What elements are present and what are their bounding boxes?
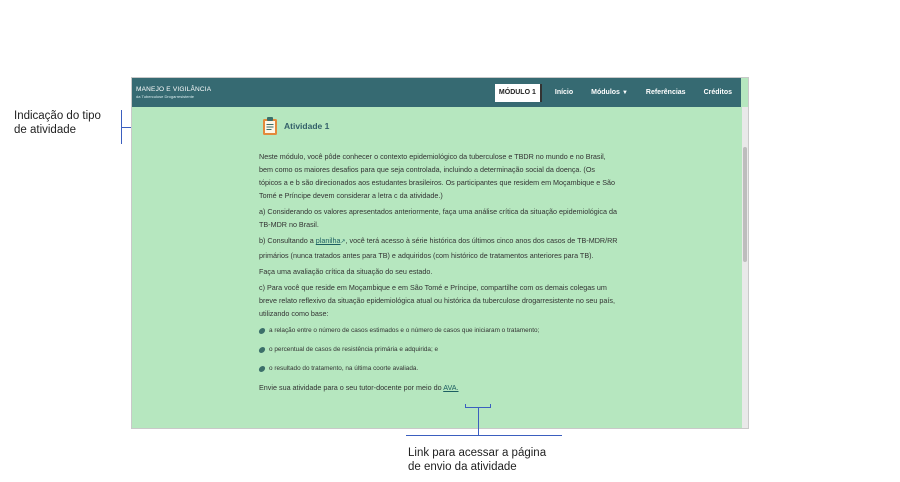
- item-b-text-before: b) Consultando a: [259, 236, 316, 245]
- leaf-bullet-icon: [258, 366, 266, 372]
- nav-referencias[interactable]: [637, 89, 695, 96]
- annotation-activity-type-line1: Indicação do tipo: [14, 110, 101, 122]
- top-navigation-bar: [132, 78, 741, 107]
- evaluation-paragraph: Faça uma avaliação crítica da situação do seu estado.: [259, 267, 433, 276]
- chevron-down-icon: ▼: [621, 89, 628, 96]
- nav-inicio-label: Início: [554, 89, 574, 96]
- activity-instructions: [259, 150, 619, 394]
- annotation-ava-vertical: [478, 408, 479, 435]
- nav-modulo-1-label: MÓDULO 1: [498, 89, 536, 96]
- list-item: [259, 324, 619, 337]
- clipboard-icon: [262, 116, 278, 136]
- leaf-bullet-icon: [258, 347, 266, 353]
- list-item-text: o resultado do tratamento, na última coorte avaliada.: [269, 365, 419, 372]
- spreadsheet-link[interactable]: planilha: [315, 236, 341, 245]
- nav-referencias-label: Referências: [645, 89, 686, 96]
- leaf-bullet-icon: [258, 328, 266, 334]
- list-item-text: a relação entre o número de casos estimados e o número de casos que iniciaram o tratamento;: [269, 327, 540, 334]
- activity-header: [262, 116, 619, 136]
- browser-window: [131, 77, 749, 429]
- annotation-submission-link: [408, 446, 546, 474]
- list-item-text: o percentual de casos de resistência primária e adquirida; e: [269, 346, 439, 353]
- submit-text: Envie sua atividade para o seu tutor-docente por meio do: [259, 383, 444, 392]
- annotation-ava-horizontal: [406, 435, 562, 436]
- nav-modulos[interactable]: [582, 89, 637, 96]
- nav-inicio[interactable]: [546, 89, 582, 96]
- brand-title: MANEJO E VIGILÂNCIA: [136, 86, 212, 93]
- item-a-paragraph: a) Considerando os valores apresentados anteriormente, faça uma análise crítica da situação epidemiológica da TB-MDR no Brasil.: [259, 207, 617, 229]
- activity-title: Atividade 1: [284, 120, 330, 131]
- nav-modulos-label: Módulos: [591, 89, 620, 96]
- nav-modulo-1[interactable]: [495, 84, 542, 102]
- nav-creditos-label: Créditos: [703, 89, 732, 96]
- annotation-activity-type-line2: de atividade: [14, 124, 77, 136]
- annotation-activity-type: [14, 109, 101, 137]
- nav-creditos[interactable]: [695, 89, 741, 96]
- item-b-paragraph: [259, 234, 619, 262]
- annotation-ava-bracket-left-tick: [465, 404, 466, 408]
- intro-paragraph: Neste módulo, você pôde conhecer o contexto epidemiológico da tuberculose e TBDR no mundo e no Brasil, bem como os maiores desafios para que seja controlada, incluindo a determinação social da doença. (Os tópicos a e b são direcionados aos estudantes brasileiros. Os participantes que residem em Moçambique e São Tomé e Príncipe devem considerar a letra c da atividade.): [259, 152, 615, 200]
- main-nav: [495, 78, 741, 107]
- annotation-submission-link-line1: Link para acessar a página: [408, 447, 547, 459]
- scrollbar[interactable]: [742, 107, 748, 428]
- item-b-text-after: , você terá acesso à série histórica dos últimos cinco anos dos casos de TB-MDR/RR primários (nunca tratados antes para TB) e adquiridos (com histórico de tratamentos anteriores para TB).: [259, 236, 618, 260]
- annotation-submission-link-line2: de envio da atividade: [408, 461, 517, 473]
- scrollbar-thumb[interactable]: [743, 147, 747, 262]
- external-link-icon[interactable]: ↗: [340, 239, 346, 245]
- item-c-paragraph: c) Para você que reside em Moçambique e em São Tomé e Príncipe, compartilhe com os demais colegas um breve relato reflexivo da situação epidemiológica atual ou histórica da tuberculose drogarresistente no seu país, utilizando como base:: [259, 283, 615, 318]
- list-item: [259, 362, 619, 375]
- ava-link[interactable]: AVA.: [443, 383, 459, 392]
- site-brand[interactable]: [136, 87, 211, 99]
- activity-content: [259, 116, 619, 397]
- brand-subtitle: da Tuberculose Drogarresistente: [136, 93, 195, 99]
- list-item: [259, 343, 619, 356]
- annotation-ava-bracket-right-tick: [490, 404, 491, 408]
- submit-paragraph: [259, 381, 619, 394]
